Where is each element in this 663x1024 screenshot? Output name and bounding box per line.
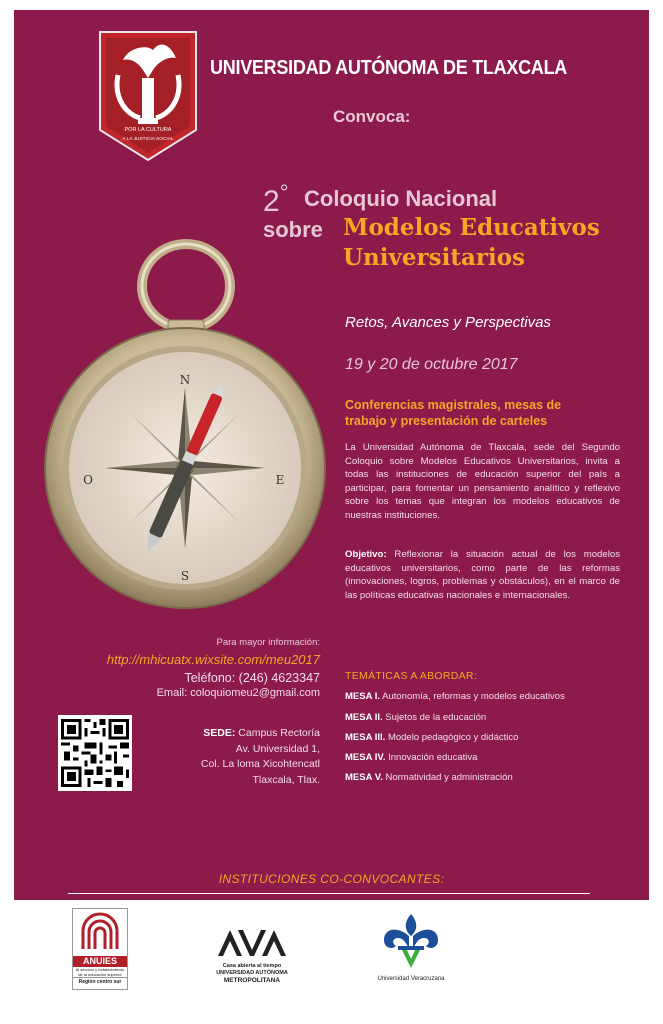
uam-emblem-icon	[212, 928, 292, 958]
colloquium-title-line3: Universitarios	[343, 244, 525, 271]
compass-south-label: S	[180, 569, 190, 583]
anuies-region: Región centro sur	[73, 977, 127, 986]
uv-emblem-icon	[376, 912, 446, 970]
compass-illustration	[40, 238, 330, 636]
contact-label: Para mayor información:	[216, 637, 320, 648]
topic-item: MESA II. Sujetos de la educación	[345, 712, 487, 723]
subtitle: Retos, Avances y Perspectivas	[345, 314, 551, 331]
anuies-logo	[72, 908, 128, 990]
university-title: UNIVERSIDAD AUTÓNOMA DE TLAXCALA	[210, 57, 568, 79]
compass-west-label: O	[83, 473, 93, 487]
compass-east-label: E	[275, 473, 285, 487]
co-institutions-title: INSTITUCIONES CO-CONVOCANTES:	[218, 872, 445, 886]
topic-item: MESA V. Normatividad y administración	[345, 772, 513, 783]
uv-name: Universidad Veracruzana	[377, 976, 445, 982]
uam-logo	[212, 928, 292, 985]
colloquium-title-prefix: sobre	[263, 217, 323, 242]
anuies-tagline-1: Al servicio y fortalecimiento	[75, 967, 125, 972]
colloquium-title-line1: Coloquio Nacional	[304, 186, 498, 211]
compass-north-label: N	[179, 373, 191, 387]
university-crest	[98, 30, 198, 162]
event-dates: 19 y 20 de octubre 2017	[345, 356, 518, 373]
crest-motto-2: A LA JUSTICIA SOCIAL	[122, 137, 174, 142]
contact-email[interactable]: Email: coloquiomeu2@gmail.com	[156, 687, 320, 699]
contact-phone: Teléfono: (246) 4623347	[184, 671, 320, 685]
conferences-description: Conferencias magistrales, mesas de trabajo y presentación de carteles	[345, 398, 562, 428]
uam-name-1: UNIVERSIDAD AUTÓNOMA	[216, 970, 288, 976]
topics-title: TEMÁTICAS A ABORDAR:	[345, 670, 478, 682]
anuies-name: ANUIES	[73, 956, 127, 967]
topic-item: MESA III. Modelo pedagógico y didáctico	[345, 732, 519, 743]
uam-tagline: Casa abierta al tiempo	[222, 963, 282, 969]
objective-paragraph: Objetivo: Reflexionar la situación actual de los modelos educativos universitarios, como parte de las reformas (innovaciones, logros, problemas y obstáculos), en el marco de las políticas educativas nacionales e internacionales.	[345, 549, 620, 601]
qr-code-icon	[58, 715, 132, 791]
colloquium-title-highlight: Modelos Educativos	[343, 214, 600, 241]
crest-motto-1: POR LA CULTURA	[124, 127, 172, 133]
convoca-label: Convoca:	[333, 107, 411, 126]
venue-address: SEDE: Campus Rectoría Av. Universidad 1, Col. La loma Xicohtencatl Tlaxcala, Tlax.	[200, 727, 320, 786]
uam-name-2: METROPOLITANA	[223, 977, 281, 984]
uv-logo	[376, 912, 446, 983]
contact-url-link[interactable]: http://mhicuatx.wixsite.com/meu2017	[106, 652, 320, 667]
colloquium-number: 2°	[263, 180, 289, 218]
topic-item: MESA IV. Innovación educativa	[345, 752, 478, 763]
intro-paragraph: La Universidad Autónoma de Tlaxcala, sede del Segundo Coloquio sobre Modelos Educativos Universitarios, invita a todas las instituciones de educación superior del país a participar, para fomentar un pensamiento analítico y reflexivo sobre los temas que integran los modelos educativos de nuestras instituciones.	[345, 442, 620, 521]
divider-line	[68, 893, 590, 894]
anuies-tagline-2: de la educación superior	[78, 972, 122, 977]
topic-item: MESA I. Autonomía, reformas y modelos educativos	[345, 691, 565, 702]
anuies-emblem-icon	[73, 909, 127, 951]
